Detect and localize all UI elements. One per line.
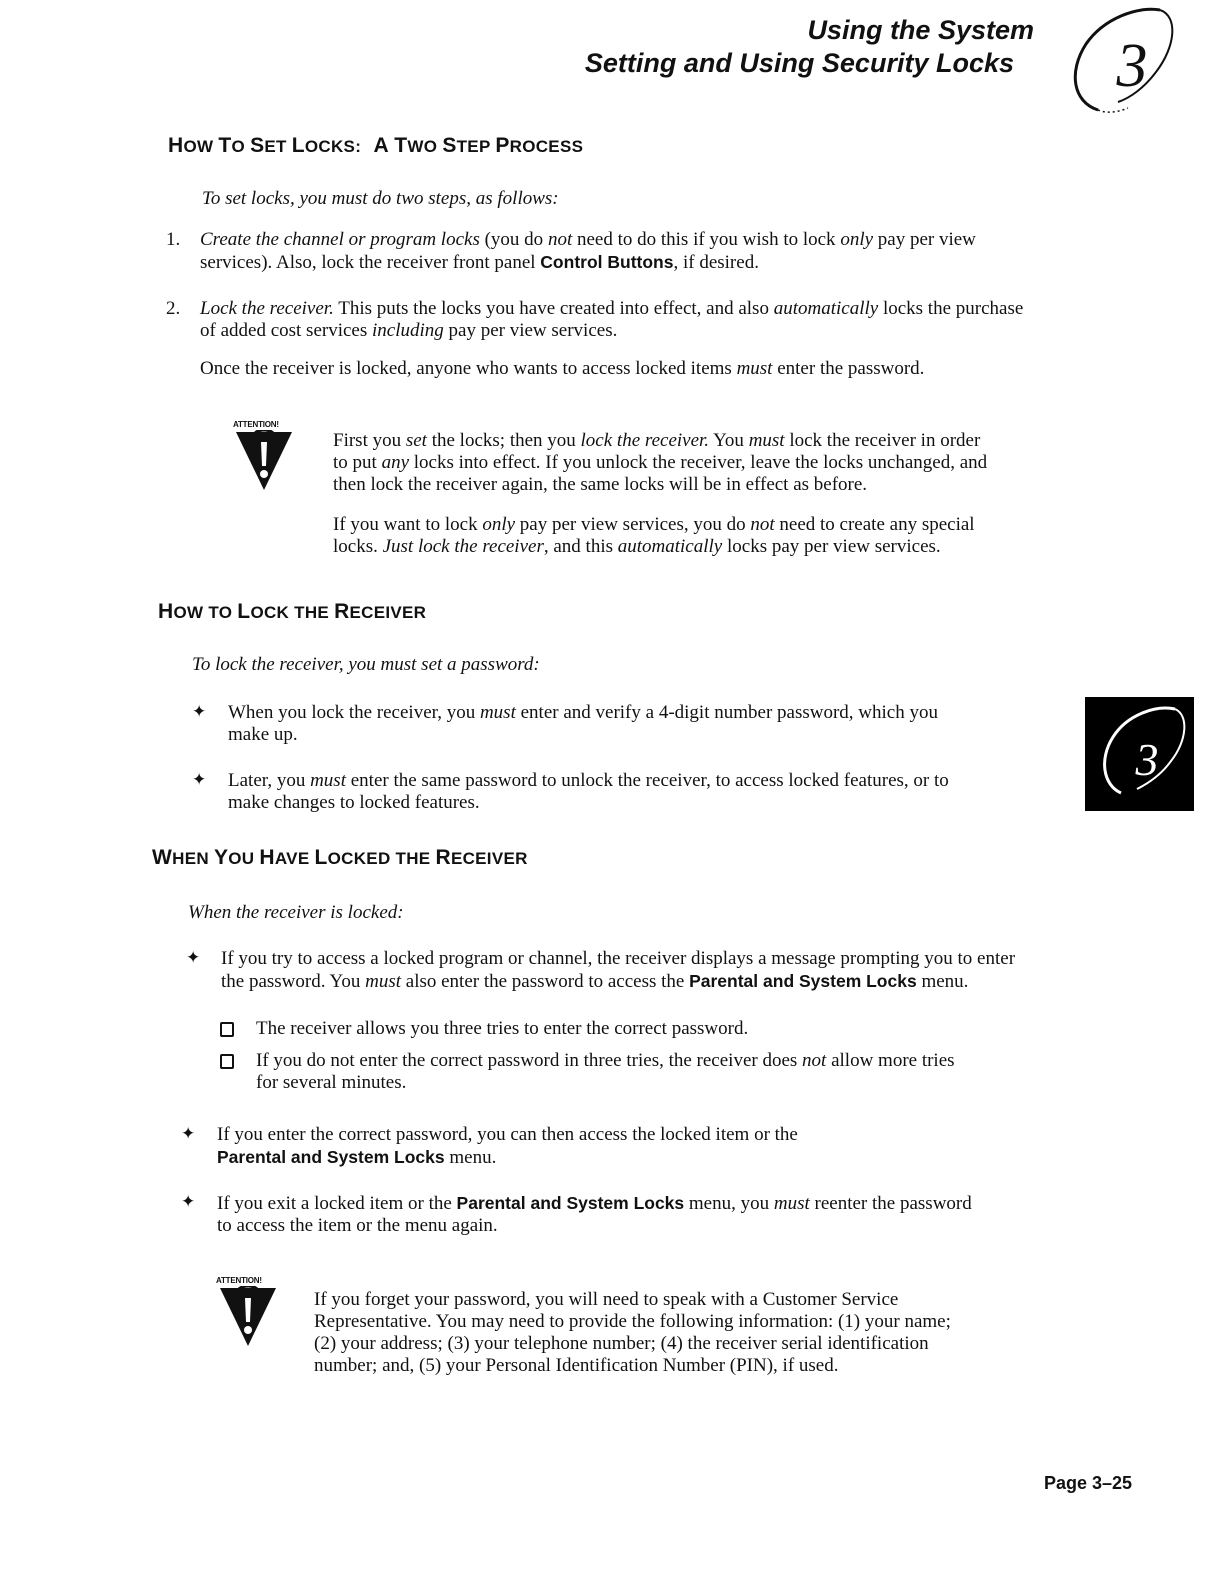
section3-sub-2: If you do not enter the correct password in three tries, the receiver does not allow more tries for several minutes. [256, 1050, 955, 1093]
attention-label-2: ATTENTION! [216, 1276, 262, 1285]
checkbox-bullet-icon [220, 1022, 234, 1037]
section1-paragraph: Once the receiver is locked, anyone who wants to access locked items must enter the password. [200, 358, 925, 379]
tab-chapter-number: 3 [1135, 734, 1159, 785]
page-number: Page 3–25 [1044, 1473, 1133, 1493]
chapter-number: 3 [1116, 32, 1148, 100]
chapter-side-tab [1085, 697, 1194, 811]
section3-intro: When the receiver is locked: [188, 902, 404, 923]
attention-text-1b: If you want to lock only pay per view services, you do not need to create any special locks. Just lock the receiver, and this automatically locks pay per view services. [333, 514, 975, 557]
header-line-2: Setting and Using Security Locks [584, 48, 1014, 78]
section3-bullet-1: If you try to access a locked program or channel, the receiver displays a message prompting you to enter the password. You must also enter the password to access the Parental and System Locks menu. [221, 948, 1016, 992]
section1-intro: To set locks, you must do two steps, as follows: [202, 188, 559, 209]
step-1-text: Create the channel or program locks (you do not need to do this if you wish to lock only pay per view services). Also, lock the receiver front panel Control Buttons, if desired. [200, 229, 976, 273]
step-2-text: Lock the receiver. This puts the locks you have created into effect, and also automatically locks the purchase of added cost services including pay per view services. [200, 298, 1024, 341]
section-heading-when-locked: WHEN YOU HAVE LOCKED THE RECEIVER [152, 846, 528, 869]
section3-bullet-3: If you exit a locked item or the Parental and System Locks menu, you must reenter the password to access the item or the menu again. [217, 1193, 972, 1236]
attention-icon-2 [218, 1286, 278, 1353]
bullet-diamond-icon: ✦ [192, 702, 207, 721]
section3-bullet-2: If you enter the correct password, you can then access the locked item or the Parental and System Locks menu. [217, 1124, 798, 1168]
bullet-diamond-icon: ✦ [181, 1192, 196, 1211]
section2-intro: To lock the receiver, you must set a password: [192, 654, 540, 675]
checkbox-bullet-icon [220, 1054, 234, 1069]
attention-icon-1 [234, 430, 294, 497]
step-1-number: 1. [166, 229, 181, 250]
bullet-diamond-icon: ✦ [186, 948, 201, 967]
bullet-diamond-icon: ✦ [192, 770, 207, 789]
section2-bullet-1: When you lock the receiver, you must enter and verify a 4-digit number password, which you make up. [228, 702, 938, 745]
attention-warning-icon [218, 1286, 278, 1348]
section3-sub-1: The receiver allows you three tries to enter the correct password. [256, 1018, 749, 1039]
chapter-circle-icon [1038, 2, 1188, 127]
attention-text-1: First you set the locks; then you lock the receiver. You must lock the receiver in order to put any locks into effect. If you unlock the receiver, leave the locks unchanged, and then lock the receiver again, the same locks will be in effect as before. [333, 430, 988, 495]
section-heading-set-locks: HOW TO SET LOCKS: A TWO STEP PROCESS [168, 134, 584, 157]
attention-text-2: If you forget your password, you will need to speak with a Customer Service Representative. You may need to provide the following information: (1) your name; (2) your address; (3) your telephone number; (4) the receiver serial identification number; and, (5) your Personal Identification Number (PIN), if used. [314, 1289, 951, 1376]
chapter-badge [1038, 2, 1188, 127]
header-line-1: Using the System [807, 15, 1034, 45]
chapter-tab-icon [1085, 697, 1194, 811]
attention-label-1: ATTENTION! [233, 420, 279, 429]
step-2-number: 2. [166, 298, 181, 319]
section-heading-lock-receiver: HOW TO LOCK THE RECEIVER [158, 600, 427, 623]
attention-warning-icon [234, 430, 294, 492]
bullet-diamond-icon: ✦ [181, 1124, 196, 1143]
section2-bullet-2: Later, you must enter the same password to unlock the receiver, to access locked features, or to make changes to locked features. [228, 770, 949, 813]
